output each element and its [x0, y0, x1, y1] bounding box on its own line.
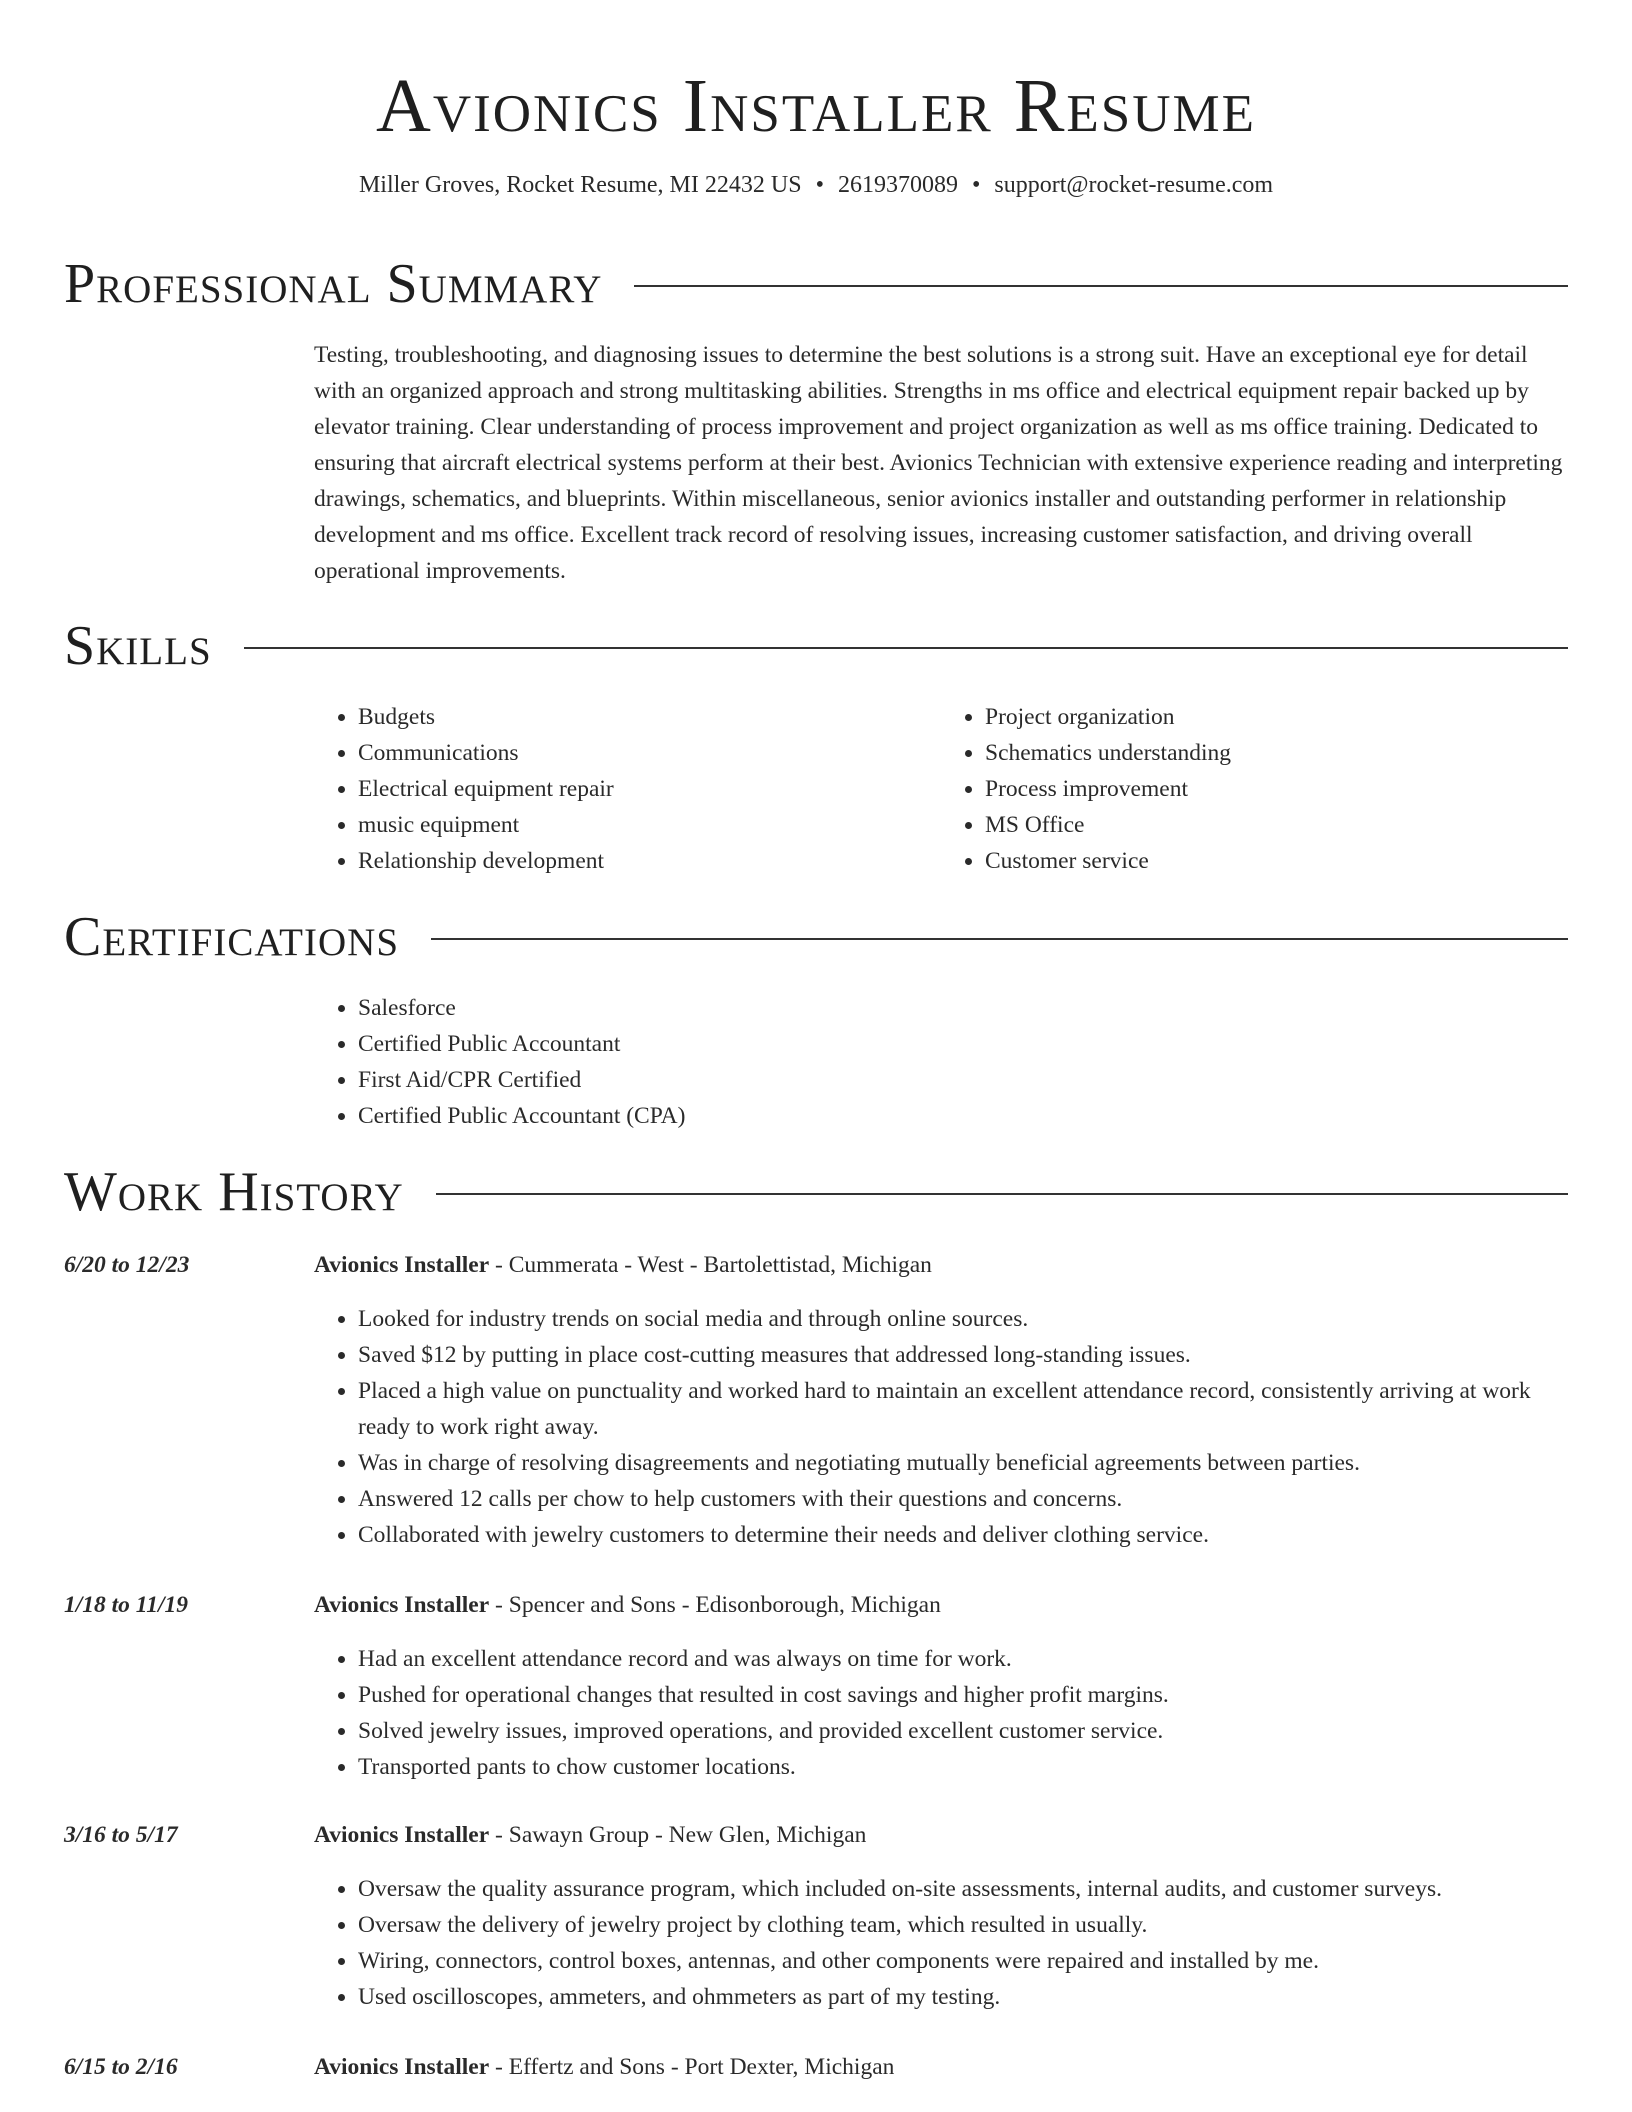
- job-details: - Effertz and Sons - Port Dexter, Michigan: [489, 2054, 895, 2080]
- skills-list-right: [941, 699, 1568, 879]
- certification-item: • First Aid/CPR Certified: [358, 1062, 1568, 1098]
- certification-item: • Salesforce: [358, 990, 1568, 1026]
- work-section-header: [64, 1160, 1568, 1224]
- job-bullet: • Solved jewelry issues, improved operations, and provided excellent customer service.: [358, 1713, 1568, 1749]
- skills-content: [314, 699, 1568, 879]
- job-heading: [314, 1587, 1568, 1623]
- job-bullets: [314, 1871, 1568, 2015]
- job-role: Avionics Installer: [314, 2054, 490, 2080]
- contact-email[interactable]: support@rocket-resume.com: [994, 172, 1274, 198]
- job-heading: [314, 1817, 1568, 1853]
- summary-heading: Professional Summary: [64, 253, 603, 315]
- job-body: [314, 1247, 1568, 1553]
- job-details: - Cummerata - West - Bartolettistad, Michigan: [489, 1252, 932, 1278]
- skill-item: • Budgets: [358, 699, 941, 735]
- job-heading: [314, 1247, 1568, 1283]
- job-bullet: • Was in charge of resolving disagreements and negotiating mutually beneficial agreements between parties.: [358, 1445, 1568, 1481]
- job-dates: 1/18 to 11/19: [64, 1592, 189, 1618]
- job-dates: 6/20 to 12/23: [64, 1252, 190, 1278]
- job-bullet: • Used oscilloscopes, ammeters, and ohmmeters as part of my testing.: [358, 1979, 1568, 2015]
- skill-item: • Schematics understanding: [985, 735, 1568, 771]
- skills-list-left: [314, 699, 941, 879]
- certifications-section-header: [64, 905, 1568, 969]
- skills-heading: Skills: [64, 615, 212, 677]
- certifications-content: [314, 990, 1568, 1134]
- job-body: [314, 2049, 1568, 2103]
- job-body: [314, 1587, 1568, 1785]
- job-bullet: • Answered 12 calls per chow to help customers with their questions and concerns.: [358, 1481, 1568, 1517]
- summary-section-header: [64, 252, 1568, 316]
- job-bullet: • Had an excellent attendance record and was always on time for work.: [358, 1641, 1568, 1677]
- contact-line: [64, 170, 1568, 200]
- summary-content: [314, 337, 1568, 589]
- section-divider: [436, 1193, 1568, 1195]
- skill-item: • Electrical equipment repair: [358, 771, 941, 807]
- job-bullet: • Oversaw the quality assurance program, which included on-site assessments, internal audits, and customer surveys.: [358, 1871, 1568, 1907]
- skill-item: • Communications: [358, 735, 941, 771]
- certification-item: • Certified Public Accountant (CPA): [358, 1098, 1568, 1134]
- section-divider: [634, 285, 1568, 287]
- job-details: - Sawayn Group - New Glen, Michigan: [489, 1822, 867, 1848]
- resume-page: [64, 0, 1568, 2080]
- work-heading: Work History: [64, 1161, 404, 1223]
- job-bullet: • Placed a high value on punctuality and worked hard to maintain an excellent attendance record, consistently arriving at work ready to work right away.: [358, 1373, 1568, 1445]
- job-bullets: [314, 1301, 1568, 1553]
- job-body: [314, 1817, 1568, 2015]
- job-role: Avionics Installer: [314, 1252, 490, 1278]
- skills-section-header: [64, 614, 1568, 678]
- job-dates: 3/16 to 5/17: [64, 1822, 178, 1848]
- skill-item: • MS Office: [985, 807, 1568, 843]
- section-divider: [431, 938, 1568, 940]
- skill-item: • Customer service: [985, 843, 1568, 879]
- job-bullet: • Wiring, connectors, control boxes, antennas, and other components were repaired and installed by me.: [358, 1943, 1568, 1979]
- contact-phone: 2619370089: [837, 172, 958, 198]
- job-role: Avionics Installer: [314, 1822, 490, 1848]
- certification-item: • Certified Public Accountant: [358, 1026, 1568, 1062]
- resume-title: Avionics Installer Resume: [375, 64, 1257, 148]
- job-bullet: • Looked for industry trends on social media and through online sources.: [358, 1301, 1568, 1337]
- skill-item: • Relationship development: [358, 843, 941, 879]
- job-bullet: • Oversaw the delivery of jewelry project by clothing team, which resulted in usually.: [358, 1907, 1568, 1943]
- job-dates: 6/15 to 2/16: [64, 2054, 178, 2080]
- skill-item: • Process improvement: [985, 771, 1568, 807]
- certifications-list: [314, 990, 1568, 1134]
- job-details: - Spencer and Sons - Edisonborough, Michigan: [489, 1592, 941, 1618]
- contact-separator: •: [815, 172, 824, 198]
- contact-address: Miller Groves, Rocket Resume, MI 22432 US: [358, 172, 802, 198]
- job-heading: [314, 2049, 1568, 2085]
- job-bullet: • Saved $12 by putting in place cost-cutting measures that addressed long-standing issues.: [358, 1337, 1568, 1373]
- job-bullet: • Collaborated with jewelry customers to determine their needs and deliver clothing service.: [358, 1517, 1568, 1553]
- job-role: Avionics Installer: [314, 1592, 490, 1618]
- skill-item: • Project organization: [985, 699, 1568, 735]
- skills-grid: [314, 699, 1568, 879]
- summary-text: Testing, troubleshooting, and diagnosing issues to determine the best solutions is a strong suit. Have an exceptional eye for detail with an organized approach and strong multitasking abilities. Strengths in ms office and electrical equipment repair backed up by elevator training. Clear understanding of process improvement and project organization as well as ms office training. Dedicated to ensuring that aircraft electrical systems perform at their best. Avionics Technician with extensive experience reading and interpreting drawings, schematics, and blueprints. Within miscellaneous, senior avionics installer and outstanding performer in relationship development and ms office. Excellent track record of resolving issues, increasing customer satisfaction, and driving overall operational improvements.: [314, 342, 1563, 584]
- job-bullets: [314, 1641, 1568, 1785]
- job-bullet: • Pushed for operational changes that resulted in cost savings and higher profit margins.: [358, 1677, 1568, 1713]
- certifications-heading: Certifications: [64, 906, 400, 968]
- skill-item: • music equipment: [358, 807, 941, 843]
- job-bullet: • Transported pants to chow customer locations.: [358, 1749, 1568, 1785]
- section-divider: [244, 647, 1568, 649]
- contact-separator: •: [971, 172, 981, 198]
